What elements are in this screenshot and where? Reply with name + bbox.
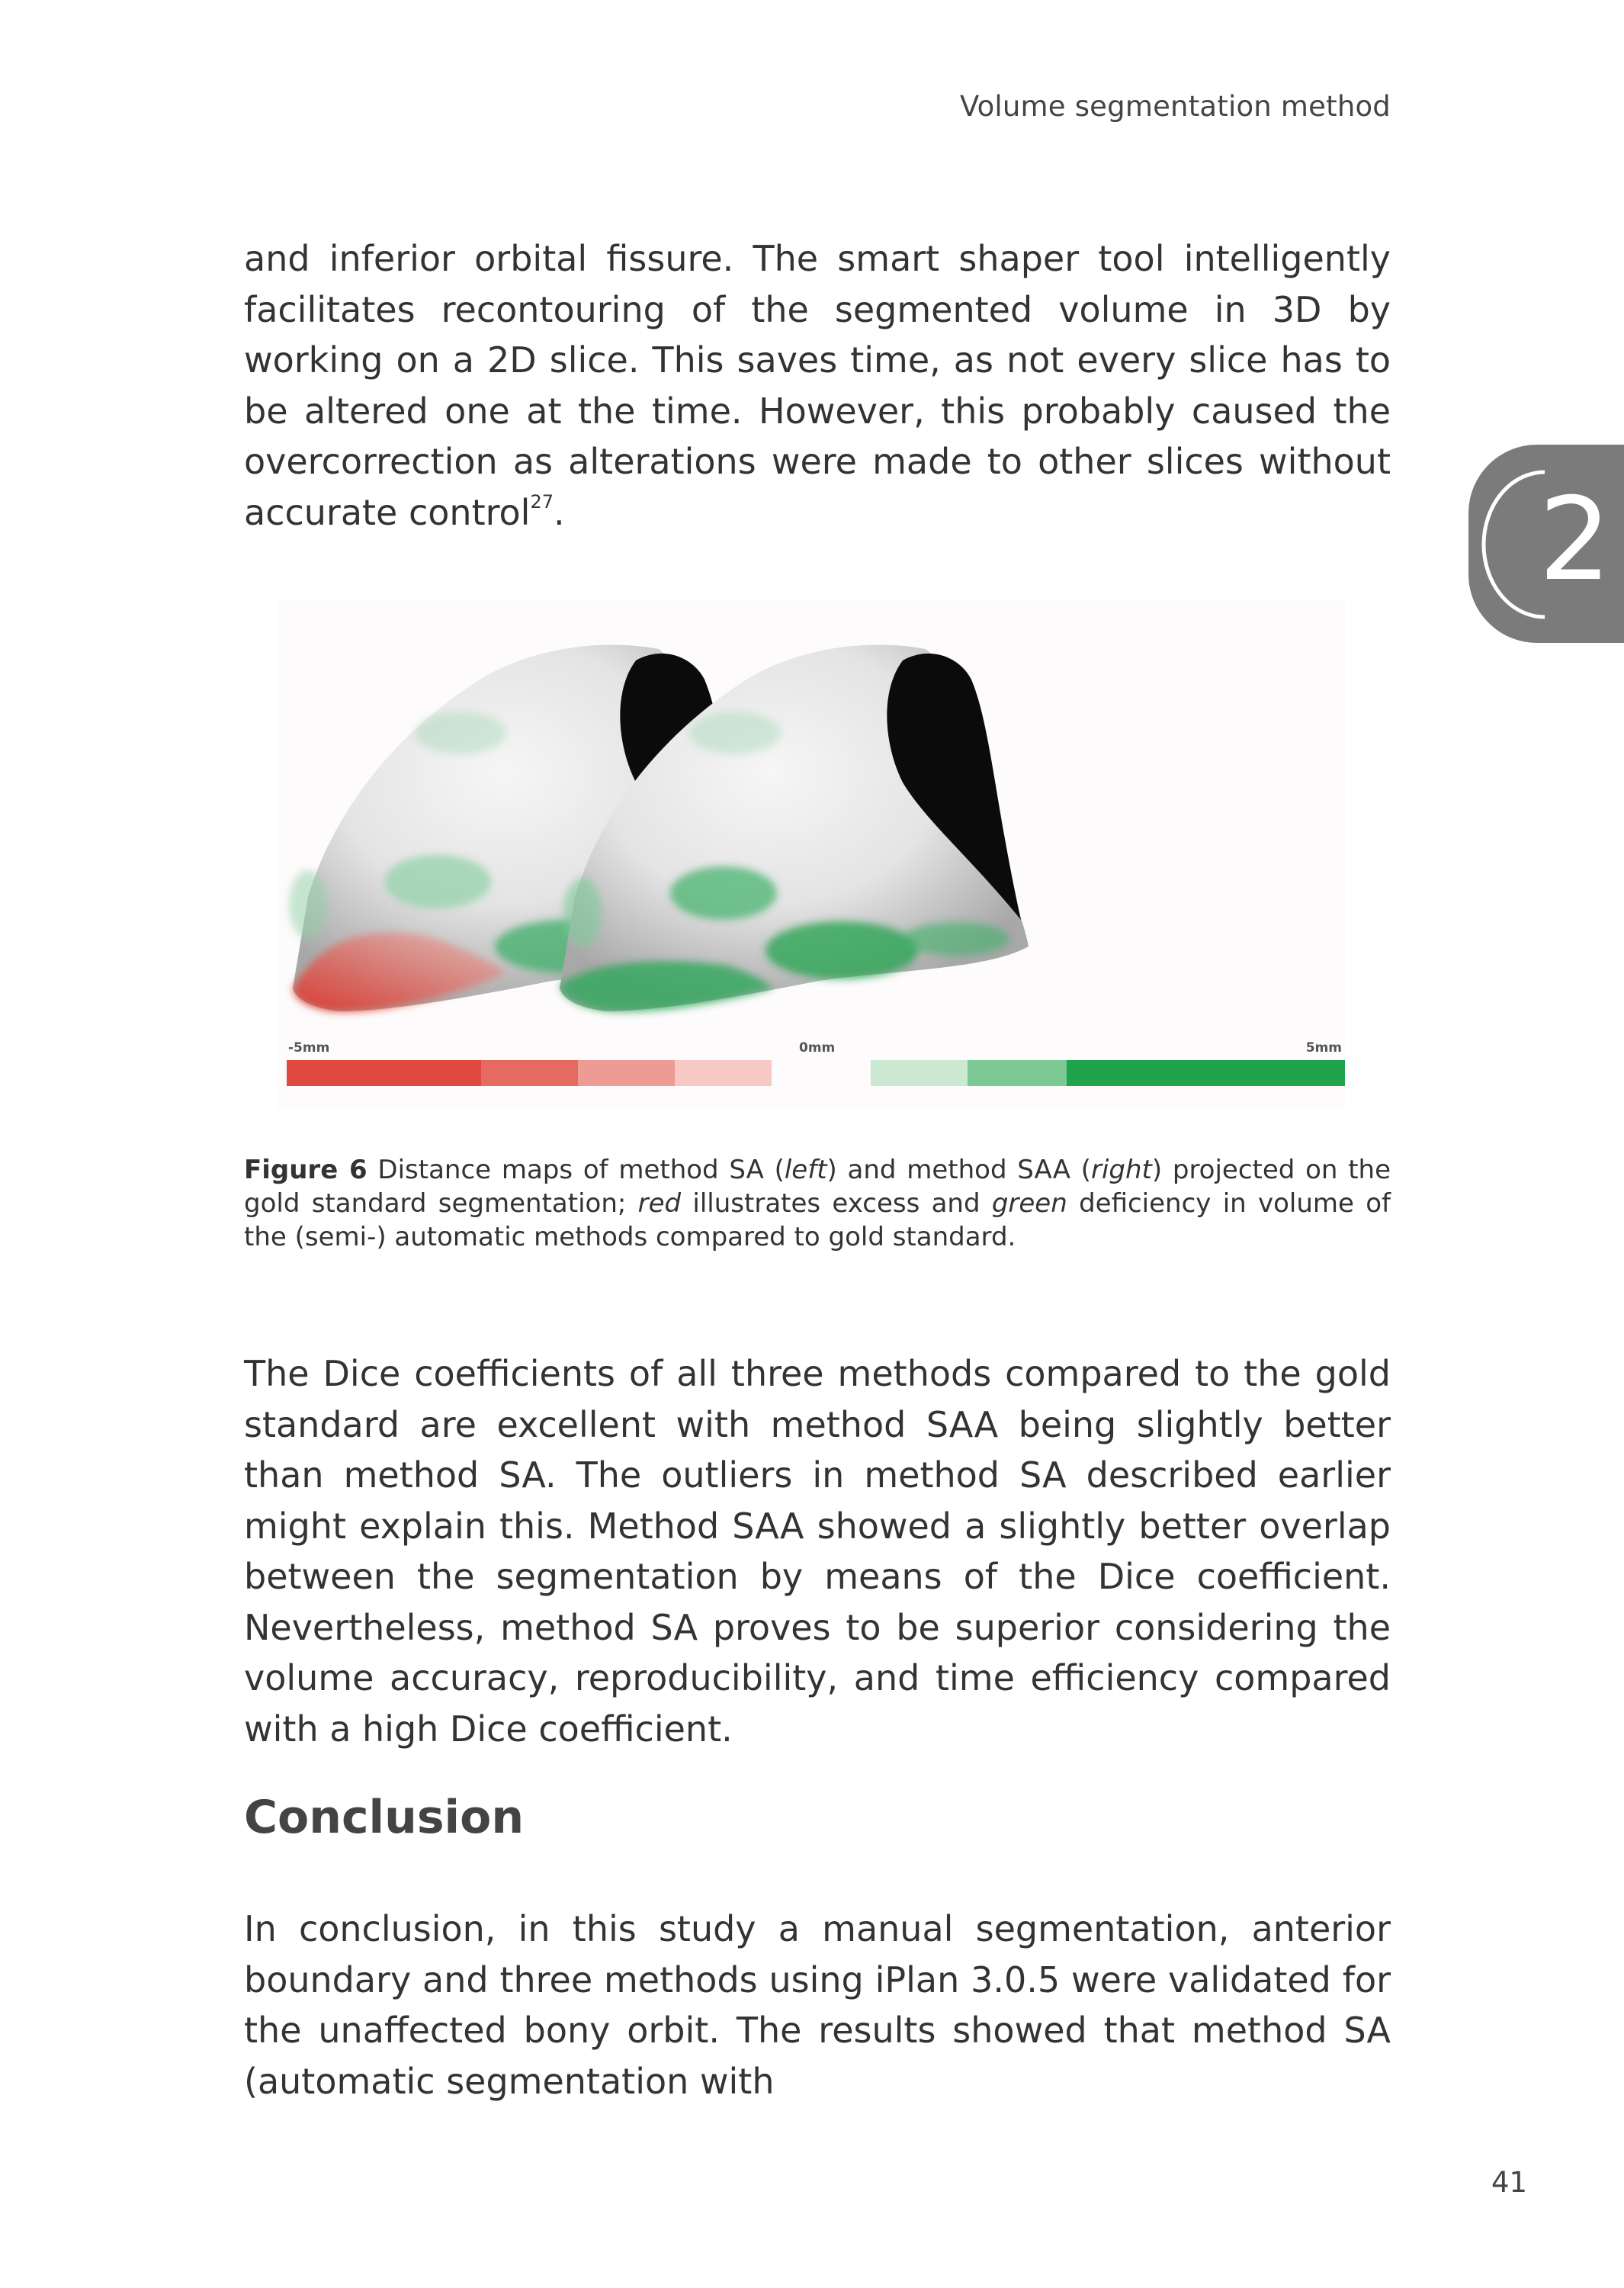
colorbar-green-2	[968, 1060, 1067, 1086]
paragraph-text: and inferior orbital fissure. The smart shaper tool intelligently facilitates recontouring of the segmented volume in 3D by working on a 2D slice. This saves time, as not every slice has to be altered one at the time. However, this probably caused the overcorrection as alterations were made to other slices without accurate control	[244, 238, 1391, 533]
body-paragraph-1	[244, 233, 1391, 538]
caption-text: ) and method SAA (	[826, 1155, 1091, 1185]
colorbar-red-2	[481, 1060, 578, 1086]
caption-emphasis: red	[637, 1188, 682, 1219]
colorbar-green-1	[871, 1060, 968, 1086]
paragraph-end: .	[553, 491, 565, 533]
caption-emphasis: left	[784, 1155, 827, 1185]
section-heading: Conclusion	[244, 1791, 525, 1844]
distance-map-figure	[278, 599, 1345, 1110]
body-paragraph-3: In conclusion, in this study a manual segmentation, anterior boundary and three methods using iPlan 3.0.5 were validated for the unaffected bony orbit. The results showed that method SA (automatic segmentation with	[244, 1908, 1391, 2102]
figure-6	[278, 599, 1345, 1110]
citation-superscript: 27	[530, 490, 554, 513]
chapter-tab	[1468, 445, 1624, 643]
caption-emphasis: right	[1090, 1155, 1152, 1185]
colorbar-label-zero: 0mm	[799, 1040, 836, 1056]
colorbar-green-3	[1067, 1060, 1345, 1086]
caption-label: Figure 6	[244, 1155, 367, 1185]
caption-text: Distance maps of method SA (	[367, 1155, 785, 1185]
figure-caption	[244, 1153, 1391, 1254]
chapter-number: 2	[1539, 474, 1612, 606]
caption-emphasis: green	[991, 1188, 1067, 1219]
colorbar-label-min: -5mm	[288, 1040, 330, 1056]
caption-text: deficiency in volume of the (semi-) automatic methods compared to gold standard.	[244, 1188, 1391, 1252]
running-header: Volume segmentation method	[959, 90, 1391, 123]
body-paragraph-2: The Dice coefficients of all three methods compared to the gold standard are excellent with method SAA being slightly better than method SA. The outliers in method SA described earlier might explain this. Method SAA showed a slightly better overlap between the segmentation by means of the Dice coefficient. Nevertheless, method SA proves to be superior considering the volume accuracy, reproducibility, and time efficiency compared with a high Dice coefficient.	[244, 1353, 1391, 1750]
colorbar-label-max: 5mm	[1305, 1040, 1342, 1056]
colorbar-red-4	[675, 1060, 772, 1086]
caption-text: ) projected on the gold standard segmentation;	[244, 1155, 1391, 1219]
caption-text: illustrates excess and	[681, 1188, 992, 1219]
colorbar-red-1	[287, 1060, 481, 1086]
colorbar-red-3	[578, 1060, 675, 1086]
page-number: 41	[1491, 2166, 1528, 2199]
